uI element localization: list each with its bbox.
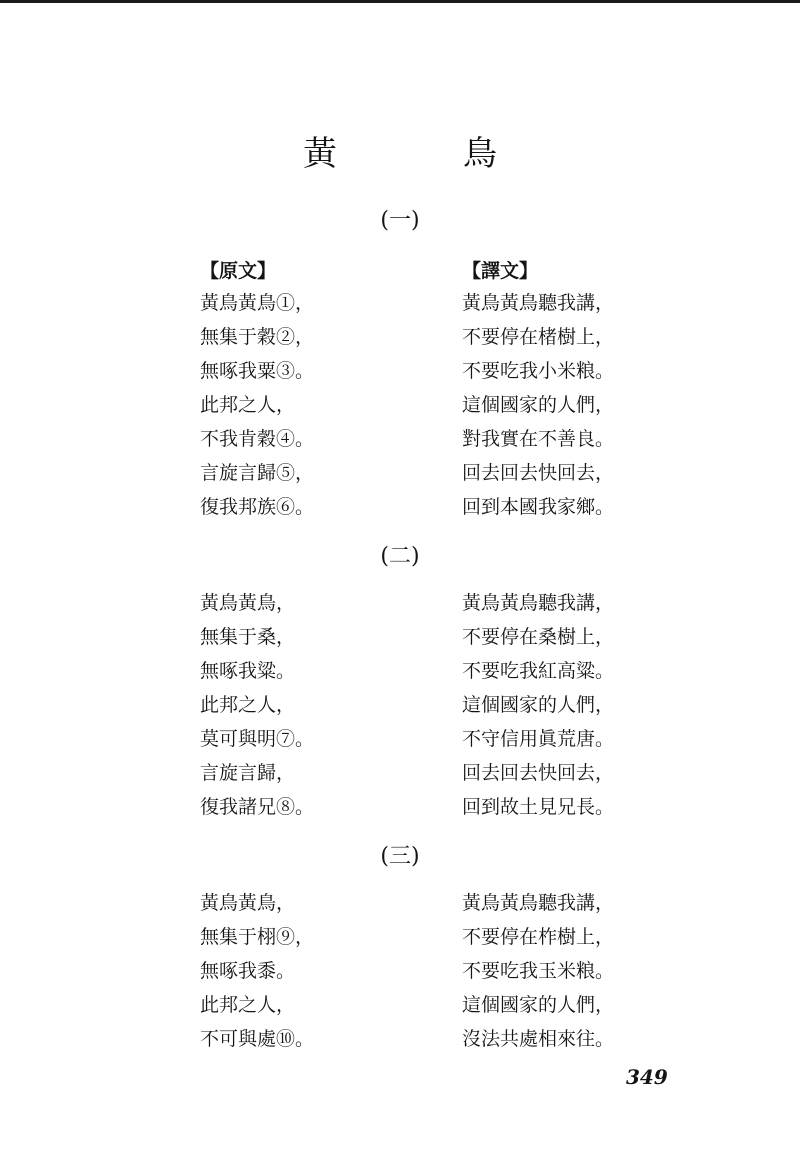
- translation-line: 對我實在不善良。: [462, 428, 615, 450]
- section-number-3: (三): [380, 844, 420, 869]
- translation-line: 不要吃我玉米粮。: [462, 960, 615, 982]
- translation-line: 回到故土見兄長。: [462, 796, 615, 818]
- original-line: 此邦之人，: [200, 394, 296, 416]
- original-line: 莫可與明⑦。: [200, 728, 315, 750]
- translation-heading: 【譯文】: [462, 260, 539, 282]
- translation-line: 不守信用眞荒唐。: [462, 728, 615, 750]
- original-line: 無啄我黍。: [200, 960, 296, 982]
- translation-line: 不要停在楮樹上，: [462, 326, 615, 348]
- translation-line: 這個國家的人們，: [462, 394, 615, 416]
- original-line: 此邦之人，: [200, 694, 296, 716]
- translation-line: 回去回去快回去，: [462, 762, 615, 784]
- original-line: 黃鳥黃鳥，: [200, 592, 296, 614]
- section-number-2: (二): [380, 544, 420, 569]
- original-line: 不我肯穀④。: [200, 428, 315, 450]
- translation-line: 不要吃我紅高粱。: [462, 660, 615, 682]
- translation-line: 不要停在柞樹上，: [462, 926, 615, 948]
- original-line: 復我諸兄⑧。: [200, 796, 315, 818]
- original-line: 黃鳥黃鳥①，: [200, 292, 315, 314]
- translation-line: 回去回去快回去，: [462, 462, 615, 484]
- translation-line: 這個國家的人們，: [462, 694, 615, 716]
- original-line: 無啄我粱。: [200, 660, 296, 682]
- translation-line: 這個國家的人們，: [462, 994, 615, 1016]
- translation-line: 黃鳥黃鳥聽我講，: [462, 592, 615, 614]
- original-line: 言旋言歸，: [200, 762, 296, 784]
- top-border: [0, 0, 800, 3]
- translation-line: 沒法共處相來往。: [462, 1028, 615, 1050]
- original-line: 無集于栩⑨，: [200, 926, 315, 948]
- translation-line: 不要吃我小米粮。: [462, 360, 615, 382]
- translation-line: 不要停在桑樹上，: [462, 626, 615, 648]
- original-line: 黃鳥黃鳥，: [200, 892, 296, 914]
- section-number-1: (一): [380, 208, 420, 233]
- translation-line: 黃鳥黃鳥聽我講，: [462, 892, 615, 914]
- original-line: 言旋言歸⑤，: [200, 462, 315, 484]
- original-line: 無集于穀②，: [200, 326, 315, 348]
- original-line: 不可與處⑩。: [200, 1028, 315, 1050]
- page-number: 349: [626, 1065, 668, 1089]
- original-line: 復我邦族⑥。: [200, 496, 315, 518]
- poem-title: 黃 鳥: [303, 134, 543, 174]
- translation-line: 黃鳥黃鳥聽我講，: [462, 292, 615, 314]
- original-heading: 【原文】: [200, 260, 277, 282]
- original-line: 此邦之人，: [200, 994, 296, 1016]
- original-line: 無啄我粟③。: [200, 360, 315, 382]
- translation-line: 回到本國我家鄉。: [462, 496, 615, 518]
- original-line: 無集于桑，: [200, 626, 296, 648]
